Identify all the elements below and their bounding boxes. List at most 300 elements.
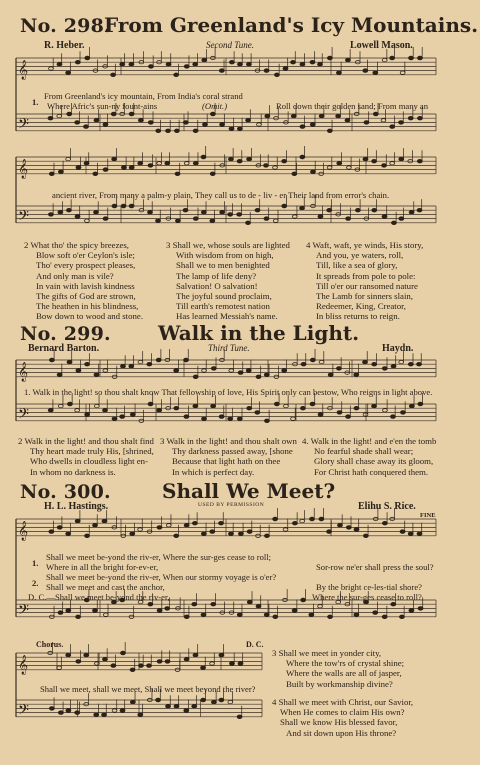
note-head bbox=[264, 613, 269, 616]
note-head bbox=[165, 162, 170, 165]
verse-299-4: 4. Walk in the light! and e'en the tomb No fearful shade shall wear; Glory shall chase away its gloom, For Christ hath conquered them. bbox=[302, 436, 437, 477]
note-head bbox=[237, 613, 242, 616]
author-299: Bernard Barton. bbox=[28, 343, 100, 354]
note-head bbox=[237, 715, 242, 718]
note-head bbox=[354, 613, 359, 616]
hymn-title-299: Walk in the Light. bbox=[158, 321, 360, 345]
note-head bbox=[120, 63, 125, 66]
note-head bbox=[103, 658, 108, 661]
note-head bbox=[256, 375, 261, 378]
note-head bbox=[372, 363, 377, 366]
note-head bbox=[94, 119, 99, 122]
chorus-text: Shall we meet, shall we meet, Shall we meet beyond the river? bbox=[40, 684, 256, 694]
note-head bbox=[57, 63, 62, 66]
verse-label-300-2: 2. bbox=[32, 578, 39, 588]
lyric-300-2c: By the bright ce-les-tial shore? bbox=[316, 582, 422, 592]
note-head bbox=[292, 215, 297, 218]
note-head bbox=[327, 530, 332, 533]
note-head bbox=[274, 402, 279, 405]
note-head bbox=[184, 615, 189, 618]
note-head bbox=[49, 530, 54, 533]
note-head bbox=[363, 360, 368, 363]
note-head bbox=[212, 700, 217, 703]
note-head bbox=[291, 417, 296, 420]
note-head bbox=[184, 162, 189, 165]
note-head bbox=[130, 668, 135, 671]
note-head bbox=[138, 119, 143, 122]
note-head bbox=[67, 360, 72, 363]
note-head bbox=[111, 664, 116, 667]
note-head bbox=[184, 65, 189, 68]
note-head bbox=[382, 164, 387, 167]
note-head bbox=[264, 217, 269, 220]
note-head bbox=[310, 402, 315, 405]
note-head bbox=[264, 164, 269, 167]
note-head bbox=[193, 129, 198, 132]
note-head bbox=[193, 404, 198, 407]
note-head bbox=[301, 407, 306, 410]
note-head bbox=[355, 209, 360, 212]
note-head bbox=[292, 172, 297, 175]
note-head bbox=[68, 402, 73, 405]
note-head bbox=[48, 409, 53, 412]
note-head bbox=[58, 211, 63, 214]
author-298: R. Heber. bbox=[44, 40, 85, 51]
note-head bbox=[354, 407, 359, 410]
note-head bbox=[219, 653, 224, 656]
note-head bbox=[219, 698, 224, 701]
note-head bbox=[210, 112, 215, 115]
note-head bbox=[220, 123, 225, 126]
note-head bbox=[283, 528, 288, 531]
note-head bbox=[148, 402, 153, 405]
note-head bbox=[122, 166, 127, 169]
note-head bbox=[310, 358, 315, 361]
note-head bbox=[338, 524, 343, 527]
lyric-298-1c: Roll down their golden sand; From many an bbox=[276, 101, 429, 111]
note-head bbox=[301, 363, 306, 366]
note-head bbox=[67, 209, 72, 212]
note-head bbox=[174, 369, 179, 372]
lyric-300-2a: Shall we meet be-yond the riv-er, When our stormy voyage is o'er? bbox=[46, 572, 277, 582]
note-head bbox=[363, 69, 368, 72]
note-head bbox=[129, 365, 134, 368]
note-head bbox=[391, 603, 396, 606]
verse-299-2: 2 Walk in the light! and thou shalt find Thy heart made truly His, [shrined, Who dwells in cloudless light en- In whom no darkness is. bbox=[18, 436, 154, 477]
note-head bbox=[265, 419, 270, 422]
note-head bbox=[211, 404, 216, 407]
note-head bbox=[255, 411, 260, 414]
note-head bbox=[184, 415, 189, 418]
clef-icon: 𝄞 bbox=[18, 361, 29, 382]
note-head bbox=[346, 526, 351, 529]
note-head bbox=[175, 129, 180, 132]
note-head bbox=[184, 709, 189, 712]
note-head bbox=[265, 114, 270, 117]
note-head bbox=[165, 660, 170, 663]
note-head bbox=[229, 532, 234, 535]
note-head bbox=[228, 417, 233, 420]
note-head bbox=[76, 166, 81, 169]
note-head bbox=[210, 219, 215, 222]
note-head bbox=[238, 662, 243, 665]
note-head bbox=[193, 162, 198, 165]
note-head bbox=[311, 170, 316, 173]
note-head bbox=[292, 609, 297, 612]
note-head bbox=[390, 56, 395, 59]
note-head bbox=[129, 63, 134, 66]
note-head bbox=[94, 713, 99, 716]
note-head bbox=[372, 160, 377, 163]
composer-300: Elihu S. Rice. bbox=[358, 501, 416, 512]
note-head bbox=[75, 215, 80, 218]
note-head bbox=[399, 217, 404, 220]
note-head bbox=[265, 534, 270, 537]
note-head bbox=[336, 114, 341, 117]
note-head bbox=[102, 713, 107, 716]
note-head bbox=[417, 532, 422, 535]
note-head bbox=[184, 658, 189, 661]
composer-299: Haydn. bbox=[382, 343, 414, 354]
note-head bbox=[103, 369, 108, 372]
note-head bbox=[246, 369, 251, 372]
tune-298: Second Tune. bbox=[206, 40, 254, 50]
note-head bbox=[157, 162, 162, 165]
note-head bbox=[112, 417, 117, 420]
note-head bbox=[120, 415, 125, 418]
note-head bbox=[310, 123, 315, 126]
note-head bbox=[247, 530, 252, 533]
note-head bbox=[120, 709, 125, 712]
chorus-label: Chorus. bbox=[36, 640, 64, 649]
note-head bbox=[202, 369, 207, 372]
note-head bbox=[192, 603, 197, 606]
note-head bbox=[273, 615, 278, 618]
hymn-title-298: From Greenland's Icy Mountains. bbox=[104, 13, 479, 37]
clef-icon: 𝄞 bbox=[18, 59, 29, 80]
note-head bbox=[85, 363, 90, 366]
note-head bbox=[219, 69, 224, 72]
note-head bbox=[390, 125, 395, 128]
clef-icon: 𝄢 bbox=[18, 601, 29, 622]
verse-300-3: 3 Shall we meet in yonder city, Where the tow'rs of crystal shine; Where the walls are all of jasper, Built by workmanship divine? bbox=[272, 648, 405, 689]
note-head bbox=[176, 219, 181, 222]
note-head bbox=[84, 162, 89, 165]
note-head bbox=[318, 413, 323, 416]
note-head bbox=[409, 404, 414, 407]
note-head bbox=[418, 117, 423, 120]
note-head bbox=[130, 700, 135, 703]
note-head bbox=[193, 653, 198, 656]
hymn-number-299: No. 299. bbox=[20, 323, 111, 345]
note-head bbox=[201, 532, 206, 535]
note-head bbox=[319, 114, 324, 117]
note-head bbox=[291, 61, 296, 64]
note-head bbox=[228, 700, 233, 703]
note-head bbox=[156, 129, 161, 132]
note-head bbox=[310, 61, 315, 64]
note-head bbox=[238, 371, 243, 374]
clef-icon: 𝄞 bbox=[18, 520, 29, 541]
note-head bbox=[364, 121, 369, 124]
note-head bbox=[57, 666, 62, 669]
note-head bbox=[373, 112, 378, 115]
note-head bbox=[66, 653, 71, 656]
note-head bbox=[58, 170, 63, 173]
note-head bbox=[390, 162, 395, 165]
note-head bbox=[93, 172, 98, 175]
note-head bbox=[121, 365, 126, 368]
note-head bbox=[220, 211, 225, 214]
note-head bbox=[373, 71, 378, 74]
note-head bbox=[300, 155, 305, 158]
note-head bbox=[75, 61, 80, 64]
note-head bbox=[372, 404, 377, 407]
note-head bbox=[201, 666, 206, 669]
note-head bbox=[210, 530, 215, 533]
note-head bbox=[238, 532, 243, 535]
note-head bbox=[282, 204, 287, 207]
note-head bbox=[66, 609, 71, 612]
note-head bbox=[130, 532, 135, 535]
note-head bbox=[184, 524, 189, 527]
note-head bbox=[58, 711, 63, 714]
note-head bbox=[193, 217, 198, 220]
note-head bbox=[328, 615, 333, 618]
note-head bbox=[230, 61, 235, 64]
dc-marker: D. C. bbox=[246, 640, 264, 649]
note-head bbox=[201, 155, 206, 158]
note-head bbox=[284, 404, 289, 407]
note-head bbox=[58, 611, 63, 614]
note-head bbox=[157, 526, 162, 529]
note-head bbox=[257, 123, 262, 126]
note-head bbox=[346, 217, 351, 220]
note-head bbox=[138, 528, 143, 531]
clef-icon: 𝄢 bbox=[18, 207, 29, 228]
note-head bbox=[129, 112, 134, 115]
note-head bbox=[293, 522, 298, 525]
note-head bbox=[174, 534, 179, 537]
note-head bbox=[228, 213, 233, 216]
note-head bbox=[174, 73, 179, 76]
note-head bbox=[139, 664, 144, 667]
note-head bbox=[85, 534, 90, 537]
note-head bbox=[282, 369, 287, 372]
note-head bbox=[363, 413, 368, 416]
note-head bbox=[354, 528, 359, 531]
note-head bbox=[401, 411, 406, 414]
note-head bbox=[300, 206, 305, 209]
note-head bbox=[309, 613, 314, 616]
note-head bbox=[76, 369, 81, 372]
note-head bbox=[94, 662, 99, 665]
note-head bbox=[229, 369, 234, 372]
note-head bbox=[138, 162, 143, 165]
note-head bbox=[238, 63, 243, 66]
note-head bbox=[327, 56, 332, 59]
note-head bbox=[66, 532, 71, 535]
note-head bbox=[337, 367, 342, 370]
note-head bbox=[409, 56, 414, 59]
hymn-number-300: No. 300. bbox=[20, 481, 111, 503]
note-head bbox=[337, 411, 342, 414]
note-head bbox=[237, 417, 242, 420]
note-head bbox=[417, 160, 422, 163]
note-head bbox=[256, 605, 261, 608]
note-head bbox=[372, 209, 377, 212]
note-head bbox=[219, 522, 224, 525]
note-head bbox=[49, 707, 54, 710]
note-head bbox=[210, 662, 215, 665]
note-head bbox=[130, 413, 135, 416]
note-head bbox=[418, 56, 423, 59]
note-head bbox=[156, 358, 161, 361]
note-head bbox=[148, 121, 153, 124]
note-head bbox=[175, 172, 180, 175]
note-head bbox=[112, 204, 117, 207]
note-head bbox=[345, 119, 350, 122]
note-head bbox=[85, 219, 90, 222]
note-head bbox=[346, 415, 351, 418]
note-head bbox=[246, 119, 251, 122]
note-head bbox=[148, 603, 153, 606]
note-head bbox=[327, 166, 332, 169]
clef-icon: 𝄢 bbox=[18, 701, 29, 722]
note-head bbox=[346, 58, 351, 61]
note-head bbox=[85, 413, 90, 416]
note-head bbox=[237, 160, 242, 163]
note-head bbox=[75, 409, 80, 412]
note-head bbox=[327, 209, 332, 212]
note-head bbox=[57, 526, 62, 529]
note-head bbox=[58, 404, 63, 407]
note-head bbox=[93, 609, 98, 612]
note-head bbox=[165, 607, 170, 610]
note-head bbox=[391, 415, 396, 418]
note-head bbox=[409, 211, 414, 214]
lyric-298-1b: Where Afric's sun-ny fount-ains bbox=[47, 101, 158, 111]
note-head bbox=[219, 415, 224, 418]
note-head bbox=[409, 609, 414, 612]
note-head bbox=[148, 164, 153, 167]
verse-299-3: 3 Walk in the light! and thou shalt own Thy darkness passed away, [shone Because that light hath on thee In which is perfect day. bbox=[160, 436, 297, 477]
note-head bbox=[75, 519, 80, 522]
note-head bbox=[275, 73, 280, 76]
note-head bbox=[273, 219, 278, 222]
note-head bbox=[346, 166, 351, 169]
note-head bbox=[49, 67, 54, 70]
author-300: H. L. Hastings. bbox=[44, 501, 109, 512]
note-head bbox=[237, 213, 242, 216]
note-head bbox=[201, 698, 206, 701]
note-head bbox=[201, 211, 206, 214]
note-head bbox=[156, 698, 161, 701]
dc-line-300b: Where the sur-ges cease to roll? bbox=[312, 592, 422, 602]
note-head bbox=[408, 532, 413, 535]
lyric-300-1a: Shall we meet be-yond the riv-er, Where the sur-ges cease to roll; bbox=[46, 552, 272, 562]
note-head bbox=[408, 117, 413, 120]
note-head bbox=[400, 71, 405, 74]
note-head bbox=[273, 166, 278, 169]
note-head bbox=[382, 215, 387, 218]
note-head bbox=[193, 522, 198, 525]
verse-298-3: 3 Shall we, whose souls are lighted With wisdom from on high, Shall we to men benighted The lamp of life deny? Salvation! O salvation! The joyful sound proclaim, Till earth's remotest nation Has learned Messiah's name. bbox=[166, 240, 290, 322]
note-head bbox=[193, 63, 198, 66]
note-head bbox=[147, 664, 152, 667]
lyric-300-1b: Where in all the bright for-ev-er, bbox=[46, 562, 159, 572]
note-head bbox=[319, 517, 324, 520]
note-head bbox=[192, 705, 197, 708]
lyric-298-2: ancient river, From many a palm-y plain, They call us to de - liv - er Their land from error's chain. bbox=[52, 190, 390, 200]
note-head bbox=[230, 662, 235, 665]
note-head bbox=[327, 129, 332, 132]
note-head bbox=[157, 609, 162, 612]
note-head bbox=[201, 613, 206, 616]
note-head bbox=[337, 71, 342, 74]
note-head bbox=[147, 363, 152, 366]
note-head bbox=[193, 375, 198, 378]
note-head bbox=[102, 519, 107, 522]
note-head bbox=[211, 603, 216, 606]
note-head bbox=[148, 211, 153, 214]
note-head bbox=[247, 63, 252, 66]
verse-298-4: 4 Waft, waft, ye winds, His story, And you, ye waters, roll, Till, like a sea of glory, It spreads from pole to pole: Till o'er our ransomed nature The Lamb for sinners slain, Redeemer, King, Creator, In bliss returns to reign. bbox=[306, 240, 424, 322]
note-head bbox=[363, 157, 368, 160]
note-head bbox=[76, 615, 81, 618]
verse-298-2: 2 What tho' the spicy breezes, Blow soft o'er Ceylon's isle; Tho' every prospect pleases, And only man is vile? In vain with lavish kindness The gifts of God are strown, The heathen in his blindness, Bow down to wood and stone. bbox=[24, 240, 144, 322]
tune-299: Third Tune. bbox=[208, 343, 250, 353]
note-head bbox=[48, 117, 53, 120]
note-head bbox=[174, 407, 179, 410]
note-head bbox=[318, 605, 323, 608]
note-head bbox=[381, 119, 386, 122]
note-head bbox=[300, 519, 305, 522]
note-head bbox=[382, 367, 387, 370]
note-head bbox=[57, 114, 62, 117]
note-head bbox=[310, 517, 315, 520]
note-head bbox=[75, 121, 80, 124]
verse-label-300-1: 1. bbox=[32, 558, 39, 568]
composer-298: Lowell Mason. bbox=[350, 40, 413, 51]
note-head bbox=[363, 534, 368, 537]
note-head bbox=[49, 172, 54, 175]
note-head bbox=[184, 358, 189, 361]
omit-298: (Omit.) bbox=[202, 101, 228, 111]
note-head bbox=[94, 373, 99, 376]
note-head bbox=[112, 157, 117, 160]
note-head bbox=[166, 129, 171, 132]
note-head bbox=[399, 121, 404, 124]
note-head bbox=[373, 611, 378, 614]
note-head bbox=[383, 409, 388, 412]
note-head bbox=[156, 219, 161, 222]
note-head bbox=[138, 360, 143, 363]
note-head bbox=[166, 63, 171, 66]
verse-300-4: 4 Shall we meet with Christ, our Savior, When He comes to claim His own? Shall we know His blessed favor, And sit down upon His throne? bbox=[272, 697, 414, 738]
hymn-number-298: No. 298. bbox=[20, 15, 111, 37]
note-head bbox=[112, 709, 117, 712]
note-head bbox=[103, 168, 108, 171]
note-head bbox=[103, 217, 108, 220]
note-head bbox=[103, 123, 108, 126]
note-head bbox=[399, 157, 404, 160]
note-head bbox=[319, 360, 324, 363]
note-head bbox=[103, 613, 108, 616]
note-head bbox=[76, 660, 81, 663]
note-head bbox=[291, 114, 296, 117]
note-head bbox=[183, 121, 188, 124]
